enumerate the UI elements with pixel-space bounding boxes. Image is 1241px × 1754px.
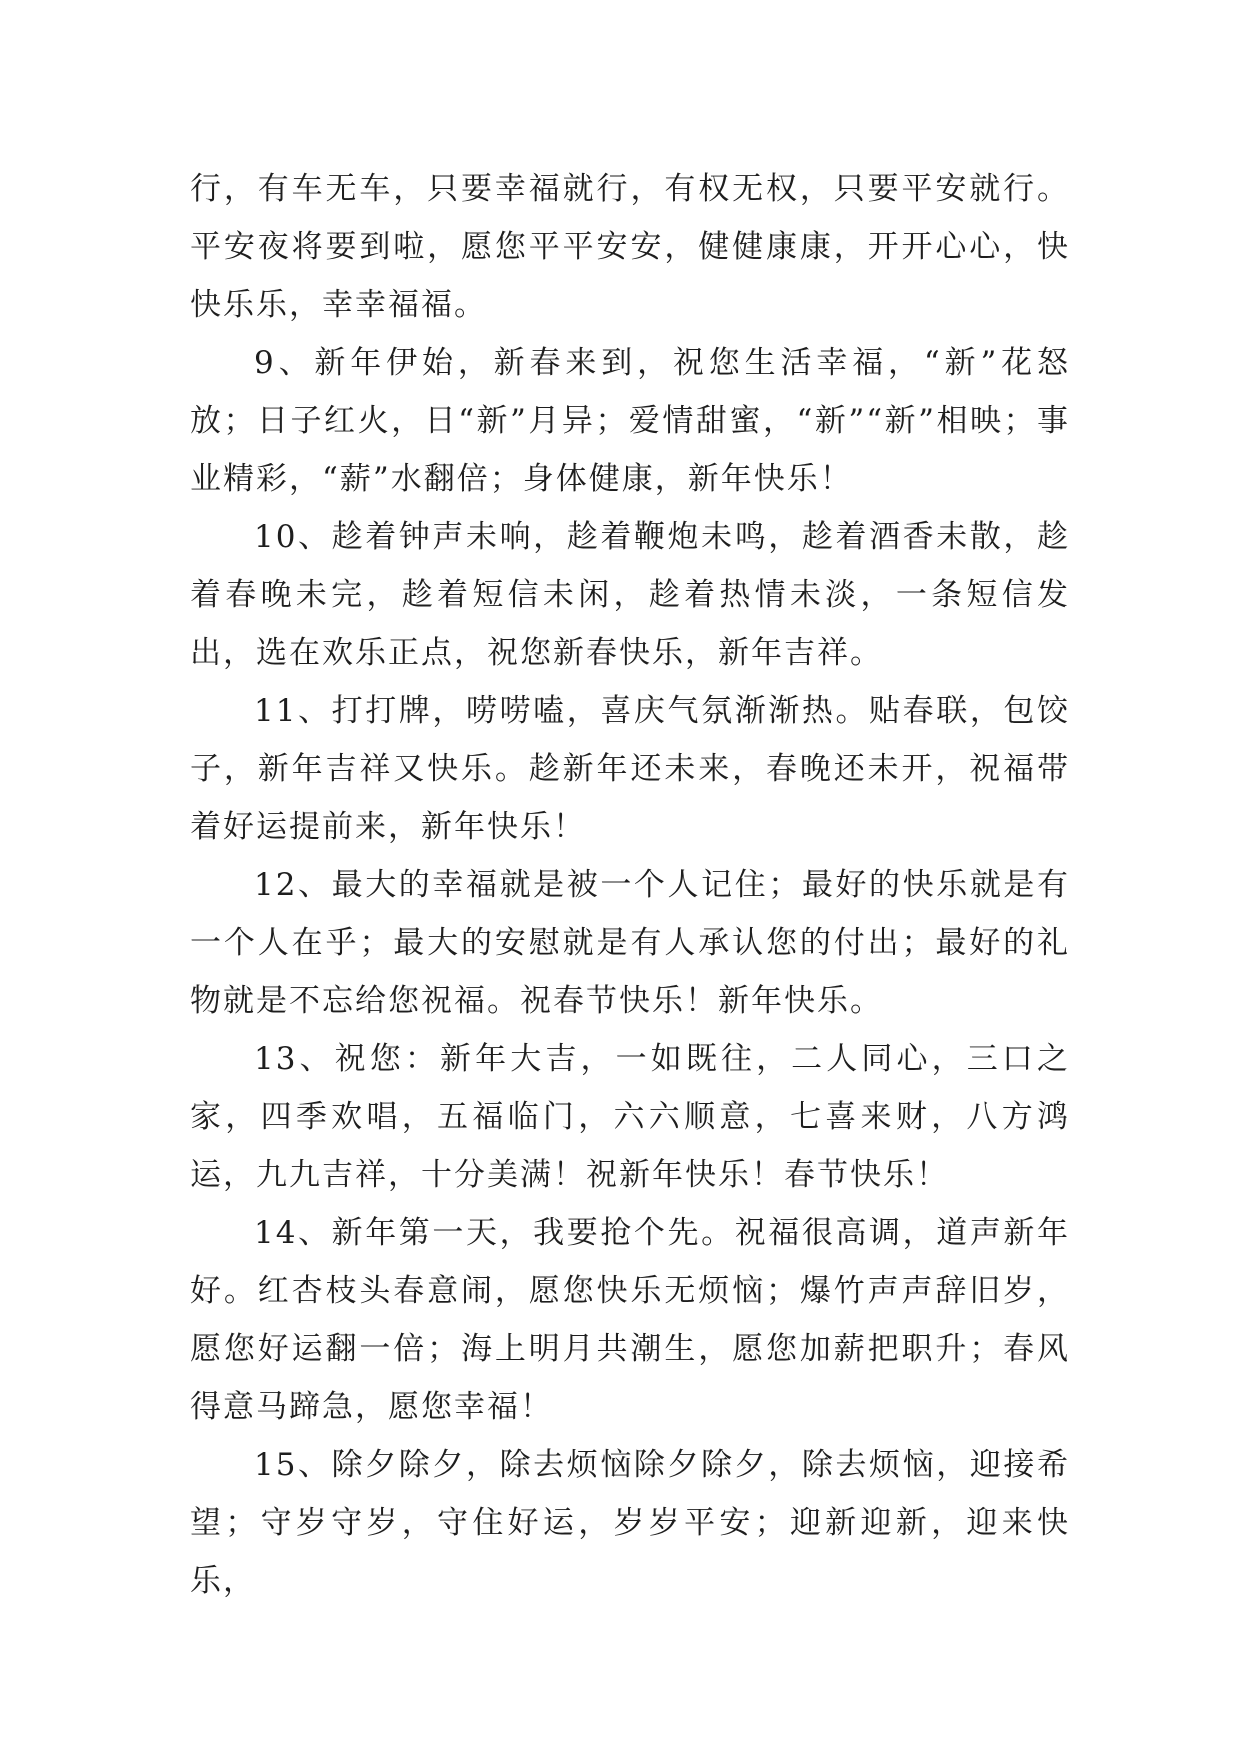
paragraph-wish-10: 10、趁着钟声未响，趁着鞭炮未鸣，趁着酒香未散，趁着春晚未完，趁着短信未闲，趁着热情未淡，一条短信发出，选在欢乐正点，祝您新春快乐，新年吉祥。 xyxy=(190,519,1070,671)
paragraph-wish-9: 9、新年伊始，新春来到，祝您生活幸福，“新”花怒放；日子红火，日“新”月异；爱情甜蜜，“新”“新”相映；事业精彩，“薪”水翻倍；身体健康，新年快乐！ xyxy=(190,345,1070,497)
paragraph-wish-11: 11、打打牌，唠唠嗑，喜庆气氛渐渐热。贴春联，包饺子，新年吉祥又快乐。趁新年还未来，春晚还未开，祝福带着好运提前来，新年快乐！ xyxy=(190,693,1070,845)
document-body xyxy=(190,160,1070,1610)
paragraph-wish-12: 12、最大的幸福就是被一个人记住；最好的快乐就是有一个人在乎；最大的安慰就是有人承认您的付出；最好的礼物就是不忘给您祝福。祝春节快乐！新年快乐。 xyxy=(190,867,1070,1019)
paragraph-wish-14: 14、新年第一天，我要抢个先。祝福很高调，道声新年好。红杏枝头春意闹，愿您快乐无烦恼；爆竹声声辞旧岁，愿您好运翻一倍；海上明月共潮生，愿您加薪把职升；春风得意马蹄急，愿您幸福！ xyxy=(190,1215,1070,1425)
paragraph-continuation: 行，有车无车，只要幸福就行，有权无权，只要平安就行。平安夜将要到啦，愿您平平安安，健健康康，开开心心，快快乐乐，幸幸福福。 xyxy=(190,171,1070,323)
paragraph-wish-15: 15、除夕除夕，除去烦恼除夕除夕，除去烦恼，迎接希望；守岁守岁，守住好运，岁岁平安；迎新迎新，迎来快乐， xyxy=(190,1447,1070,1599)
paragraph-wish-13: 13、祝您：新年大吉，一如既往，二人同心，三口之家，四季欢唱，五福临门，六六顺意，七喜来财，八方鸿运，九九吉祥，十分美满！祝新年快乐！春节快乐！ xyxy=(190,1041,1070,1193)
